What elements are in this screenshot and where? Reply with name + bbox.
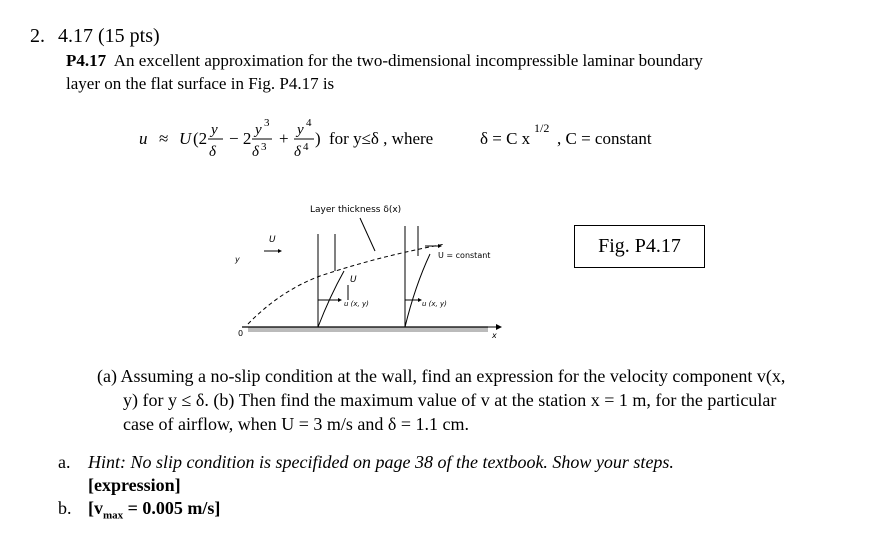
problem-id: P4.17	[66, 51, 107, 70]
u-mid-label: U	[350, 275, 357, 285]
hint-b-answer	[88, 498, 220, 522]
problem-intro-line2: layer on the flat surface in Fig. P4.17 is	[66, 74, 335, 93]
velocity-equation	[139, 108, 739, 168]
eq-condition: for y≤δ , where	[329, 129, 434, 148]
eq-constant: , C = constant	[557, 129, 652, 148]
axis-x-label: x	[492, 331, 497, 340]
svg-text:δ: δ	[252, 144, 259, 160]
u-constant-label: U = constant	[438, 251, 491, 260]
svg-text:u: u	[139, 129, 148, 148]
intro-text-1: An excellent approximation for the two-dimensional incompressible laminar boundary	[113, 51, 703, 70]
svg-text:y: y	[211, 122, 218, 138]
eq-exponent: 1/2	[534, 121, 550, 135]
answer-prefix: [v	[88, 498, 103, 518]
svg-text:(2: (2	[193, 129, 208, 148]
hint-b-label: b.	[58, 498, 72, 518]
part-a-line2: y) for y ≤ δ. (b) Then find the maximum value of v at the station x = 1 m, for the particular	[123, 390, 777, 410]
answer-subscript: max	[103, 509, 124, 522]
svg-text:U: U	[179, 129, 192, 148]
svg-text:4: 4	[306, 117, 312, 129]
svg-text:3: 3	[264, 117, 270, 129]
part-a-line3: case of airflow, when U = 3 m/s and δ = 1.1 cm.	[123, 414, 470, 434]
svg-text:− 2: − 2	[229, 129, 252, 148]
svg-text:3: 3	[261, 141, 267, 153]
hint-a-label: a.	[58, 452, 71, 472]
answer-suffix: = 0.005 m/s]	[123, 498, 221, 518]
question-number: 2.	[30, 25, 45, 47]
svg-text:4: 4	[303, 141, 309, 153]
svg-text:δ: δ	[294, 144, 301, 160]
svg-text:y: y	[297, 122, 304, 138]
svg-text:): )	[315, 129, 321, 148]
question-title: 4.17 (15 pts)	[58, 25, 160, 47]
svg-text:y: y	[255, 122, 262, 138]
origin-label: 0	[238, 329, 244, 338]
figure-label-box: Fig. P4.17	[574, 225, 705, 268]
u-top-label: U	[269, 235, 276, 245]
layer-thickness-label: Layer thickness δ(x)	[310, 205, 402, 215]
hint-a-text: Hint: No slip condition is specifided on page 38 of the textbook. Show your steps.	[88, 452, 674, 472]
eq-delta: δ = C x	[480, 129, 531, 148]
svg-text:δ: δ	[209, 144, 216, 160]
boundary-layer-figure	[220, 196, 510, 356]
problem-intro-line1	[66, 51, 703, 71]
part-a-line1: (a) Assuming a no-slip condition at the wall, find an expression for the velocity component v(x,	[97, 366, 786, 386]
u-xy-label-1: u (x, y)	[344, 300, 369, 308]
svg-text:+: +	[279, 129, 289, 148]
axis-y-label: y	[235, 255, 240, 264]
u-xy-label-2: u (x, y)	[422, 300, 447, 308]
svg-text:≈: ≈	[159, 129, 169, 148]
hint-a-expression: [expression]	[88, 475, 181, 495]
